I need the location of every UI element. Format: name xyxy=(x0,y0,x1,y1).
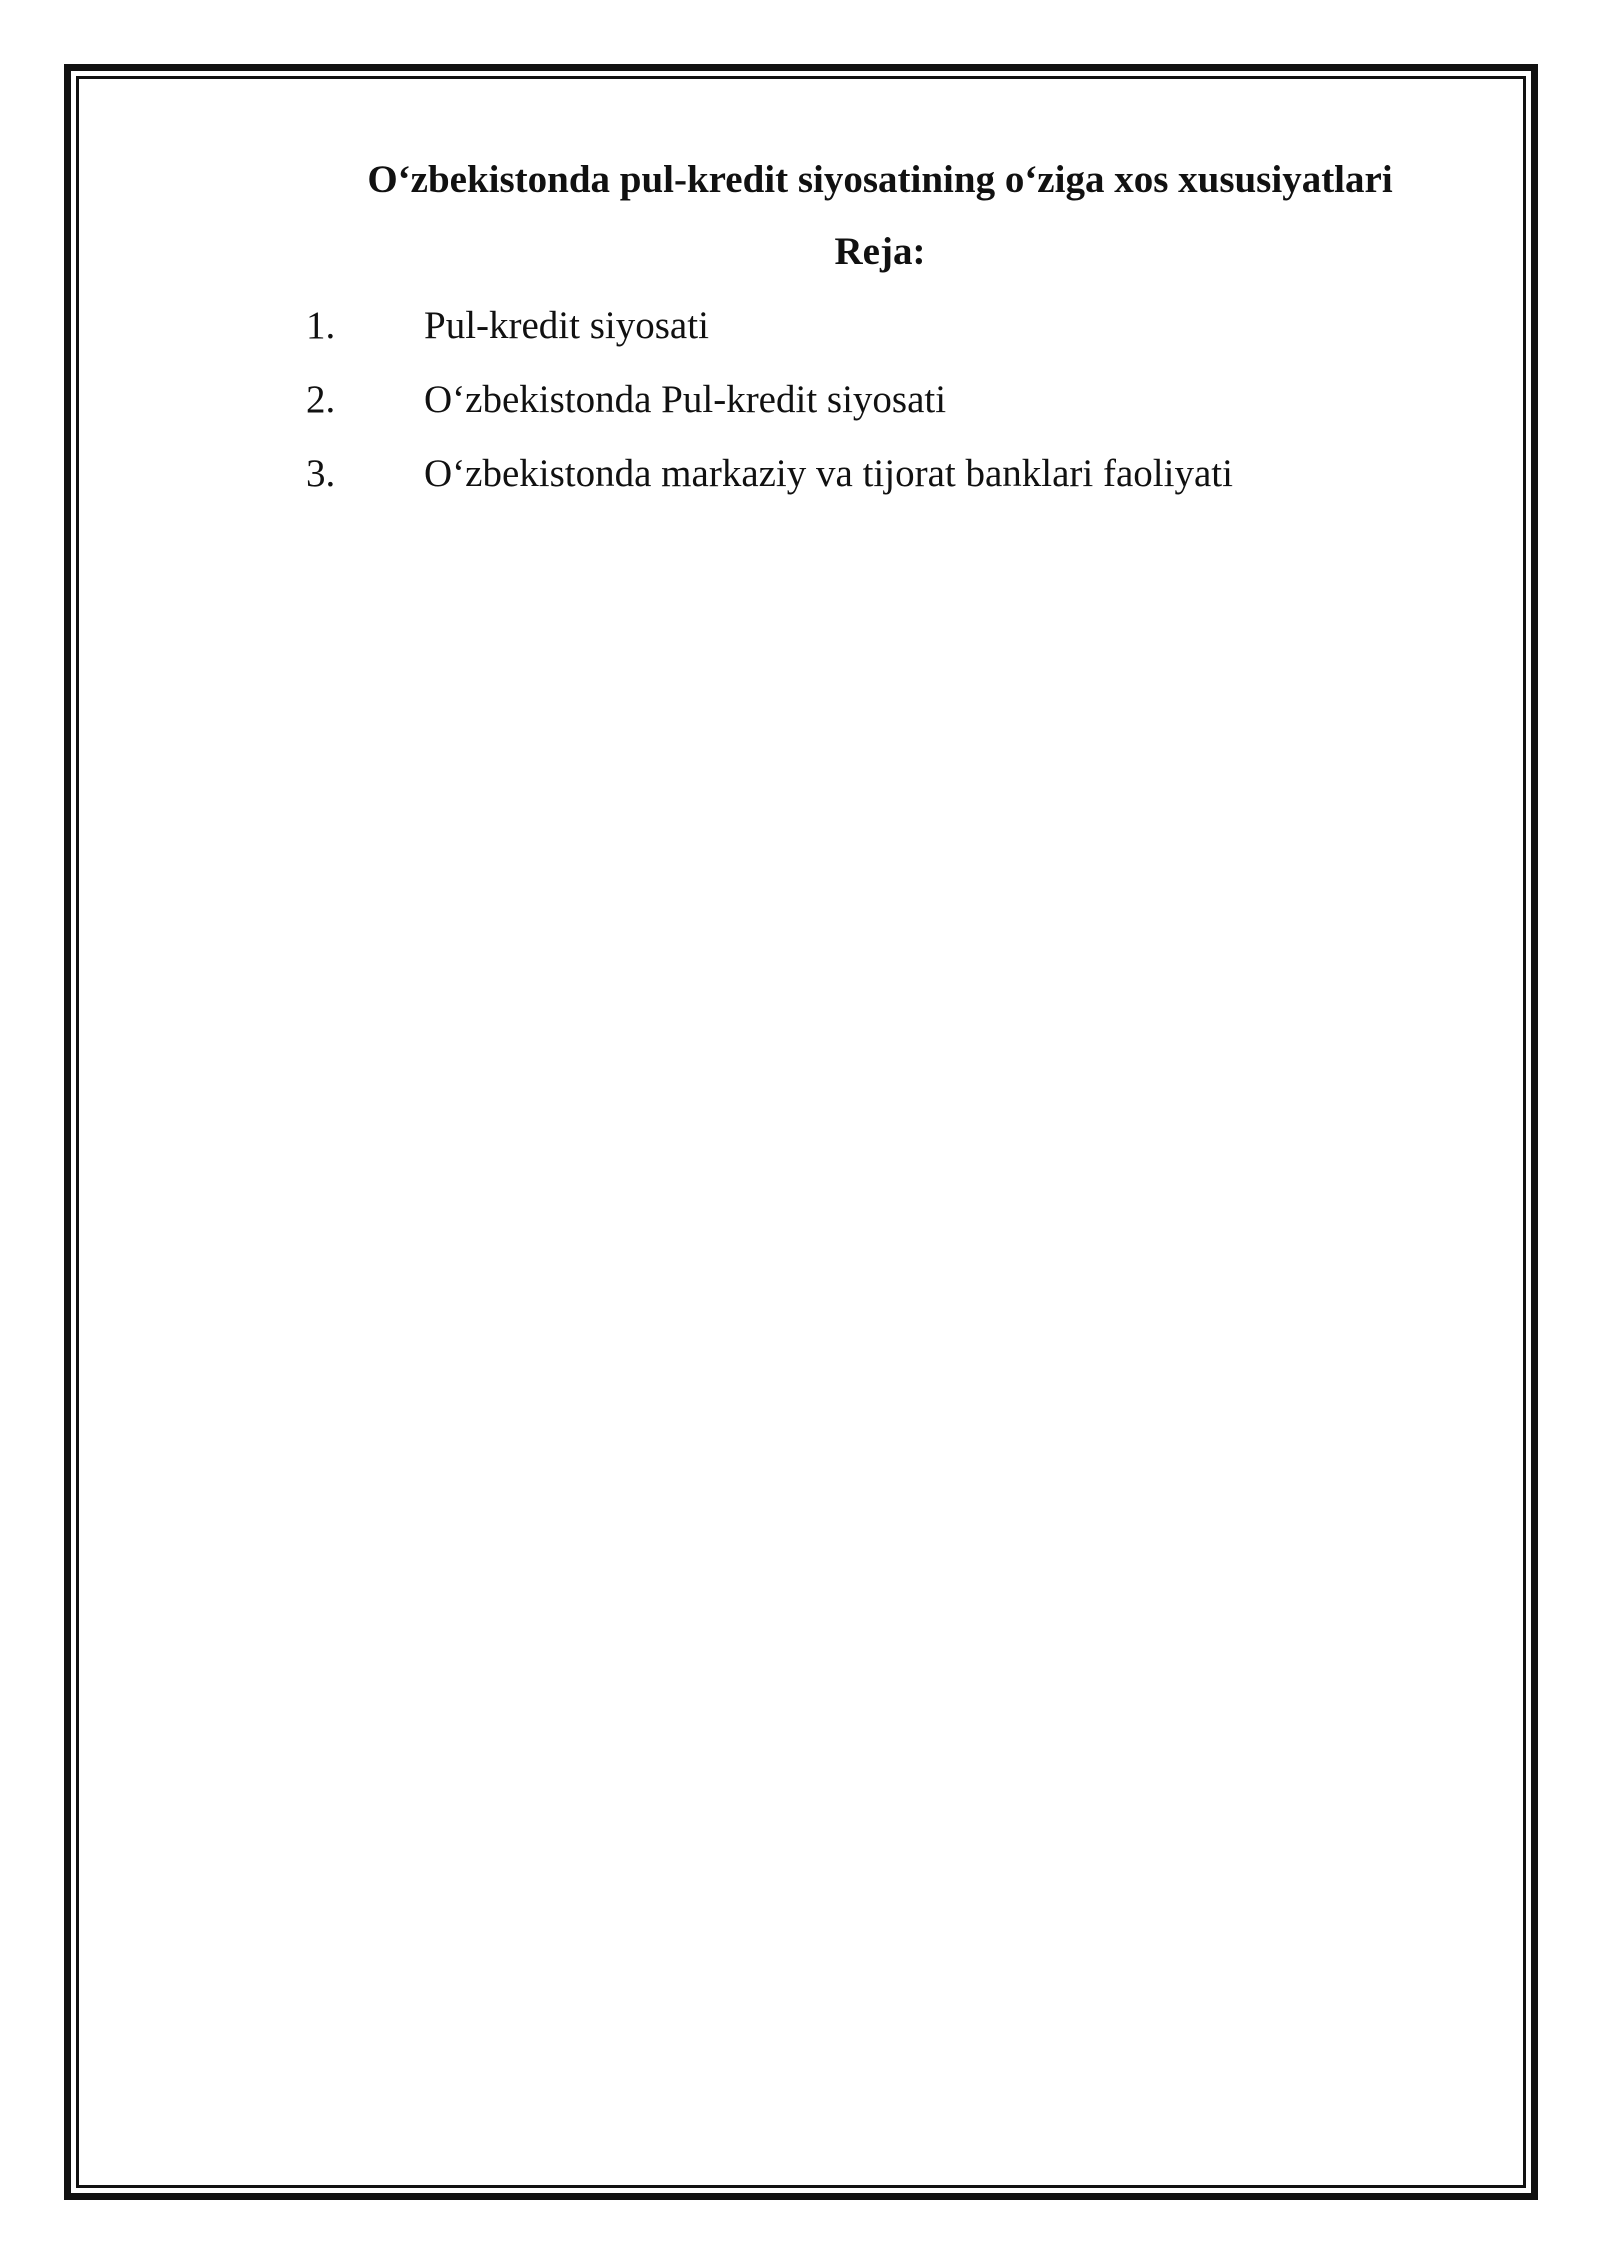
plan-item-text: O‘zbekistonda Pul-kredit siyosati xyxy=(424,378,947,421)
document-title: O‘zbekistonda pul-kredit siyosatining o‘ziga xos xususiyatlari xyxy=(367,158,1393,201)
plan-list xyxy=(300,296,1460,504)
plan-item-text: Pul-kredit siyosati xyxy=(424,304,709,347)
plan-item-2 xyxy=(300,370,1460,430)
plan-item-number: 2. xyxy=(306,378,336,421)
plan-item-text: O‘zbekistonda markaziy va tijorat banklari faoliyati xyxy=(424,452,1233,495)
document-content xyxy=(300,150,1460,518)
plan-item-3 xyxy=(300,444,1460,504)
plan-item-number: 3. xyxy=(306,452,336,495)
plan-item-1 xyxy=(300,296,1460,356)
plan-item-number: 1. xyxy=(306,304,336,347)
plan-heading: Reja: xyxy=(834,230,926,273)
